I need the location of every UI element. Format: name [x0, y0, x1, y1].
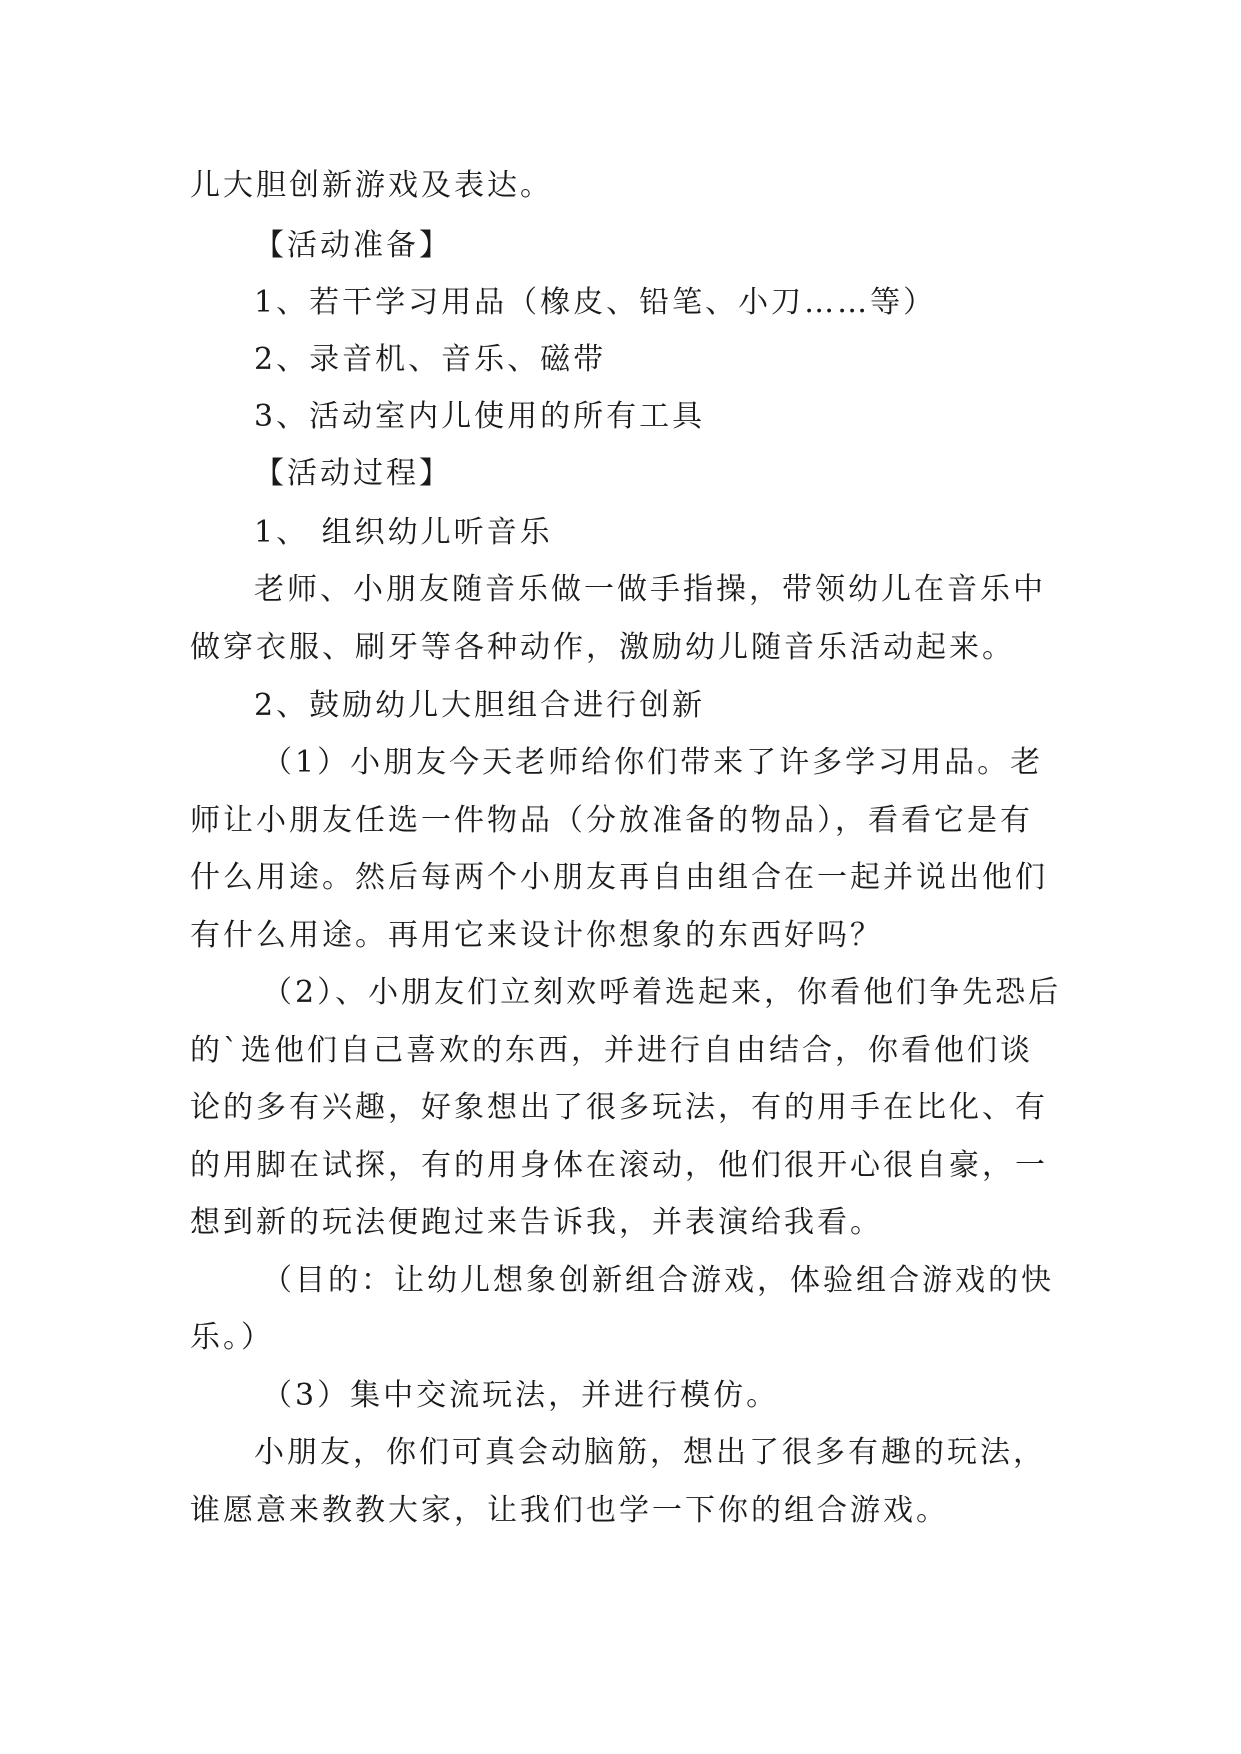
text-line: 老师、小朋友随音乐做一做手指操，带领幼儿在音乐中: [254, 572, 1046, 607]
text-line: （3）集中交流玩法，并进行模仿。: [262, 1378, 780, 1413]
text-line: （1）小朋友今天老师给你们带来了许多学习用品。老: [262, 745, 1044, 780]
text-line: 师让小朋友任选一件物品（分放准备的物品），看看它是有: [190, 803, 1033, 838]
text-line: 的用脚在试探，有的用身体在滚动，他们很开心很自豪，一: [190, 1148, 1048, 1183]
text-line: 谁愿意来教教大家，让我们也学一下你的组合游戏。: [190, 1493, 949, 1528]
text-line: 儿大胆创新游戏及表达。: [190, 168, 553, 203]
text-line: 想到新的玩法便跑过来告诉我，并表演给我看。: [190, 1205, 883, 1240]
section-heading-preparation: 【活动准备】: [254, 228, 452, 263]
text-line: 乐。）: [190, 1320, 274, 1355]
text-line: （目的：让幼儿想象创新组合游戏，体验组合游戏的快: [262, 1263, 1054, 1298]
text-line: 小朋友，你们可真会动脑筋，想出了很多有趣的玩法，: [254, 1435, 1046, 1470]
text-line: （2）、小朋友们立刻欢呼着选起来，你看他们争先恐后: [262, 975, 1062, 1010]
section-heading-process: 【活动过程】: [254, 456, 452, 491]
text-line: 1、 组织幼儿听音乐: [254, 515, 553, 550]
text-line: 什么用途。然后每两个小朋友再自由组合在一起并说出他们: [190, 860, 1048, 895]
text-line: 有什么用途。再用它来设计你想象的东西好吗？: [190, 918, 883, 953]
text-line: 的`选他们自己喜欢的东西，并进行自由结合，你看他们谈: [190, 1033, 1033, 1068]
text-line: 做穿衣服、刷牙等各种动作，激励幼儿随音乐活动起来。: [190, 630, 1015, 665]
text-line: 3、活动室内儿使用的所有工具: [254, 399, 706, 434]
text-line: 1、若干学习用品（橡皮、铅笔、小刀……等）: [254, 285, 937, 320]
text-line: 2、鼓励幼儿大胆组合进行创新: [254, 688, 706, 723]
text-line: 论的多有兴趣，好象想出了很多玩法，有的用手在比化、有: [190, 1090, 1048, 1125]
text-line: 2、录音机、音乐、磁带: [254, 342, 607, 377]
